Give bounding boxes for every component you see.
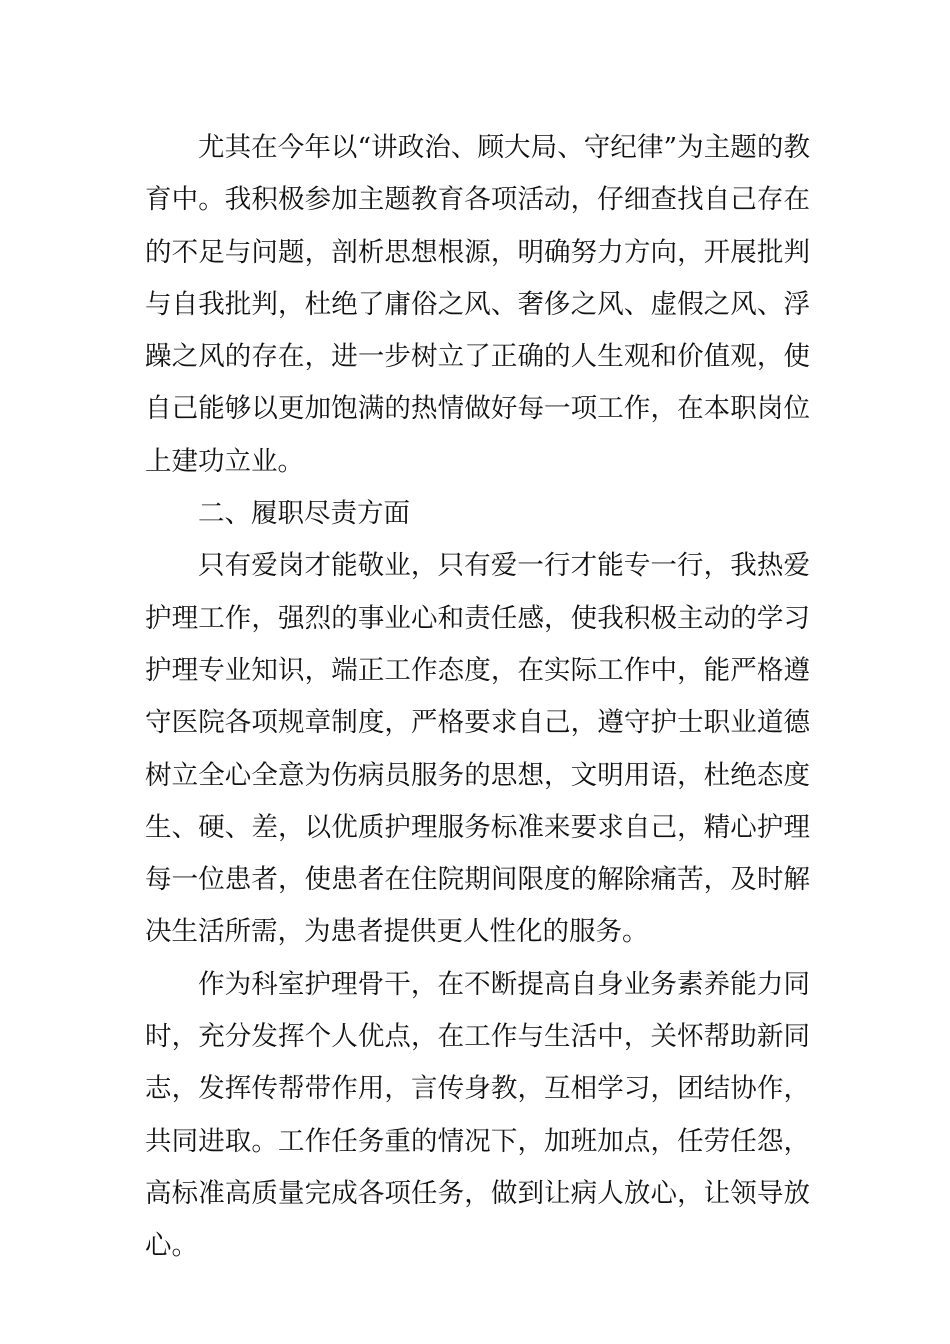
paragraph-team-backbone: 作为科室护理骨干，在不断提高自身业务素养能力同时，充分发挥个人优点，在工作与生活中，关怀帮助新同志，发挥传帮带作用，言传身教，互相学习，团结协作，共同进取。工作任务重的情况下，加班加点，任劳任怨，高标准高质量完成各项任务，做到让病人放心，让领导放心。	[145, 968, 810, 1262]
paragraph-political-education: 尤其在今年以“讲政治、顾大局、守纪律”为主题的教育中。我积极参加主题教育各项活动，仔细查找自己存在的不足与问题，剖析思想根源，明确努力方向，开展批判与自我批判，杜绝了庸俗之风、奢侈之风、虚假之风、浮躁之风的存在，进一步树立了正确的人生观和价值观，使自己能够以更加饱满的热情做好每一项工作，在本职岗位上建功立业。	[145, 132, 810, 477]
section-heading-duty: 二、履职尽责方面	[198, 498, 410, 530]
paragraph-nursing-dedication: 只有爱岗才能敬业，只有爱一行才能专一行，我热爱护理工作，强烈的事业心和责任感，使我积极主动的学习护理专业知识，端正工作态度，在实际工作中，能严格遵守医院各项规章制度，严格要求自己，遵守护士职业道德树立全心全意为伤病员服务的思想，文明用语，杜绝态度生、硬、差，以优质护理服务标准来要求自己，精心护理每一位患者，使患者在住院期间限度的解除痛苦，及时解决生活所需，为患者提供更人性化的服务。	[145, 550, 810, 948]
document-body	[145, 122, 810, 1273]
